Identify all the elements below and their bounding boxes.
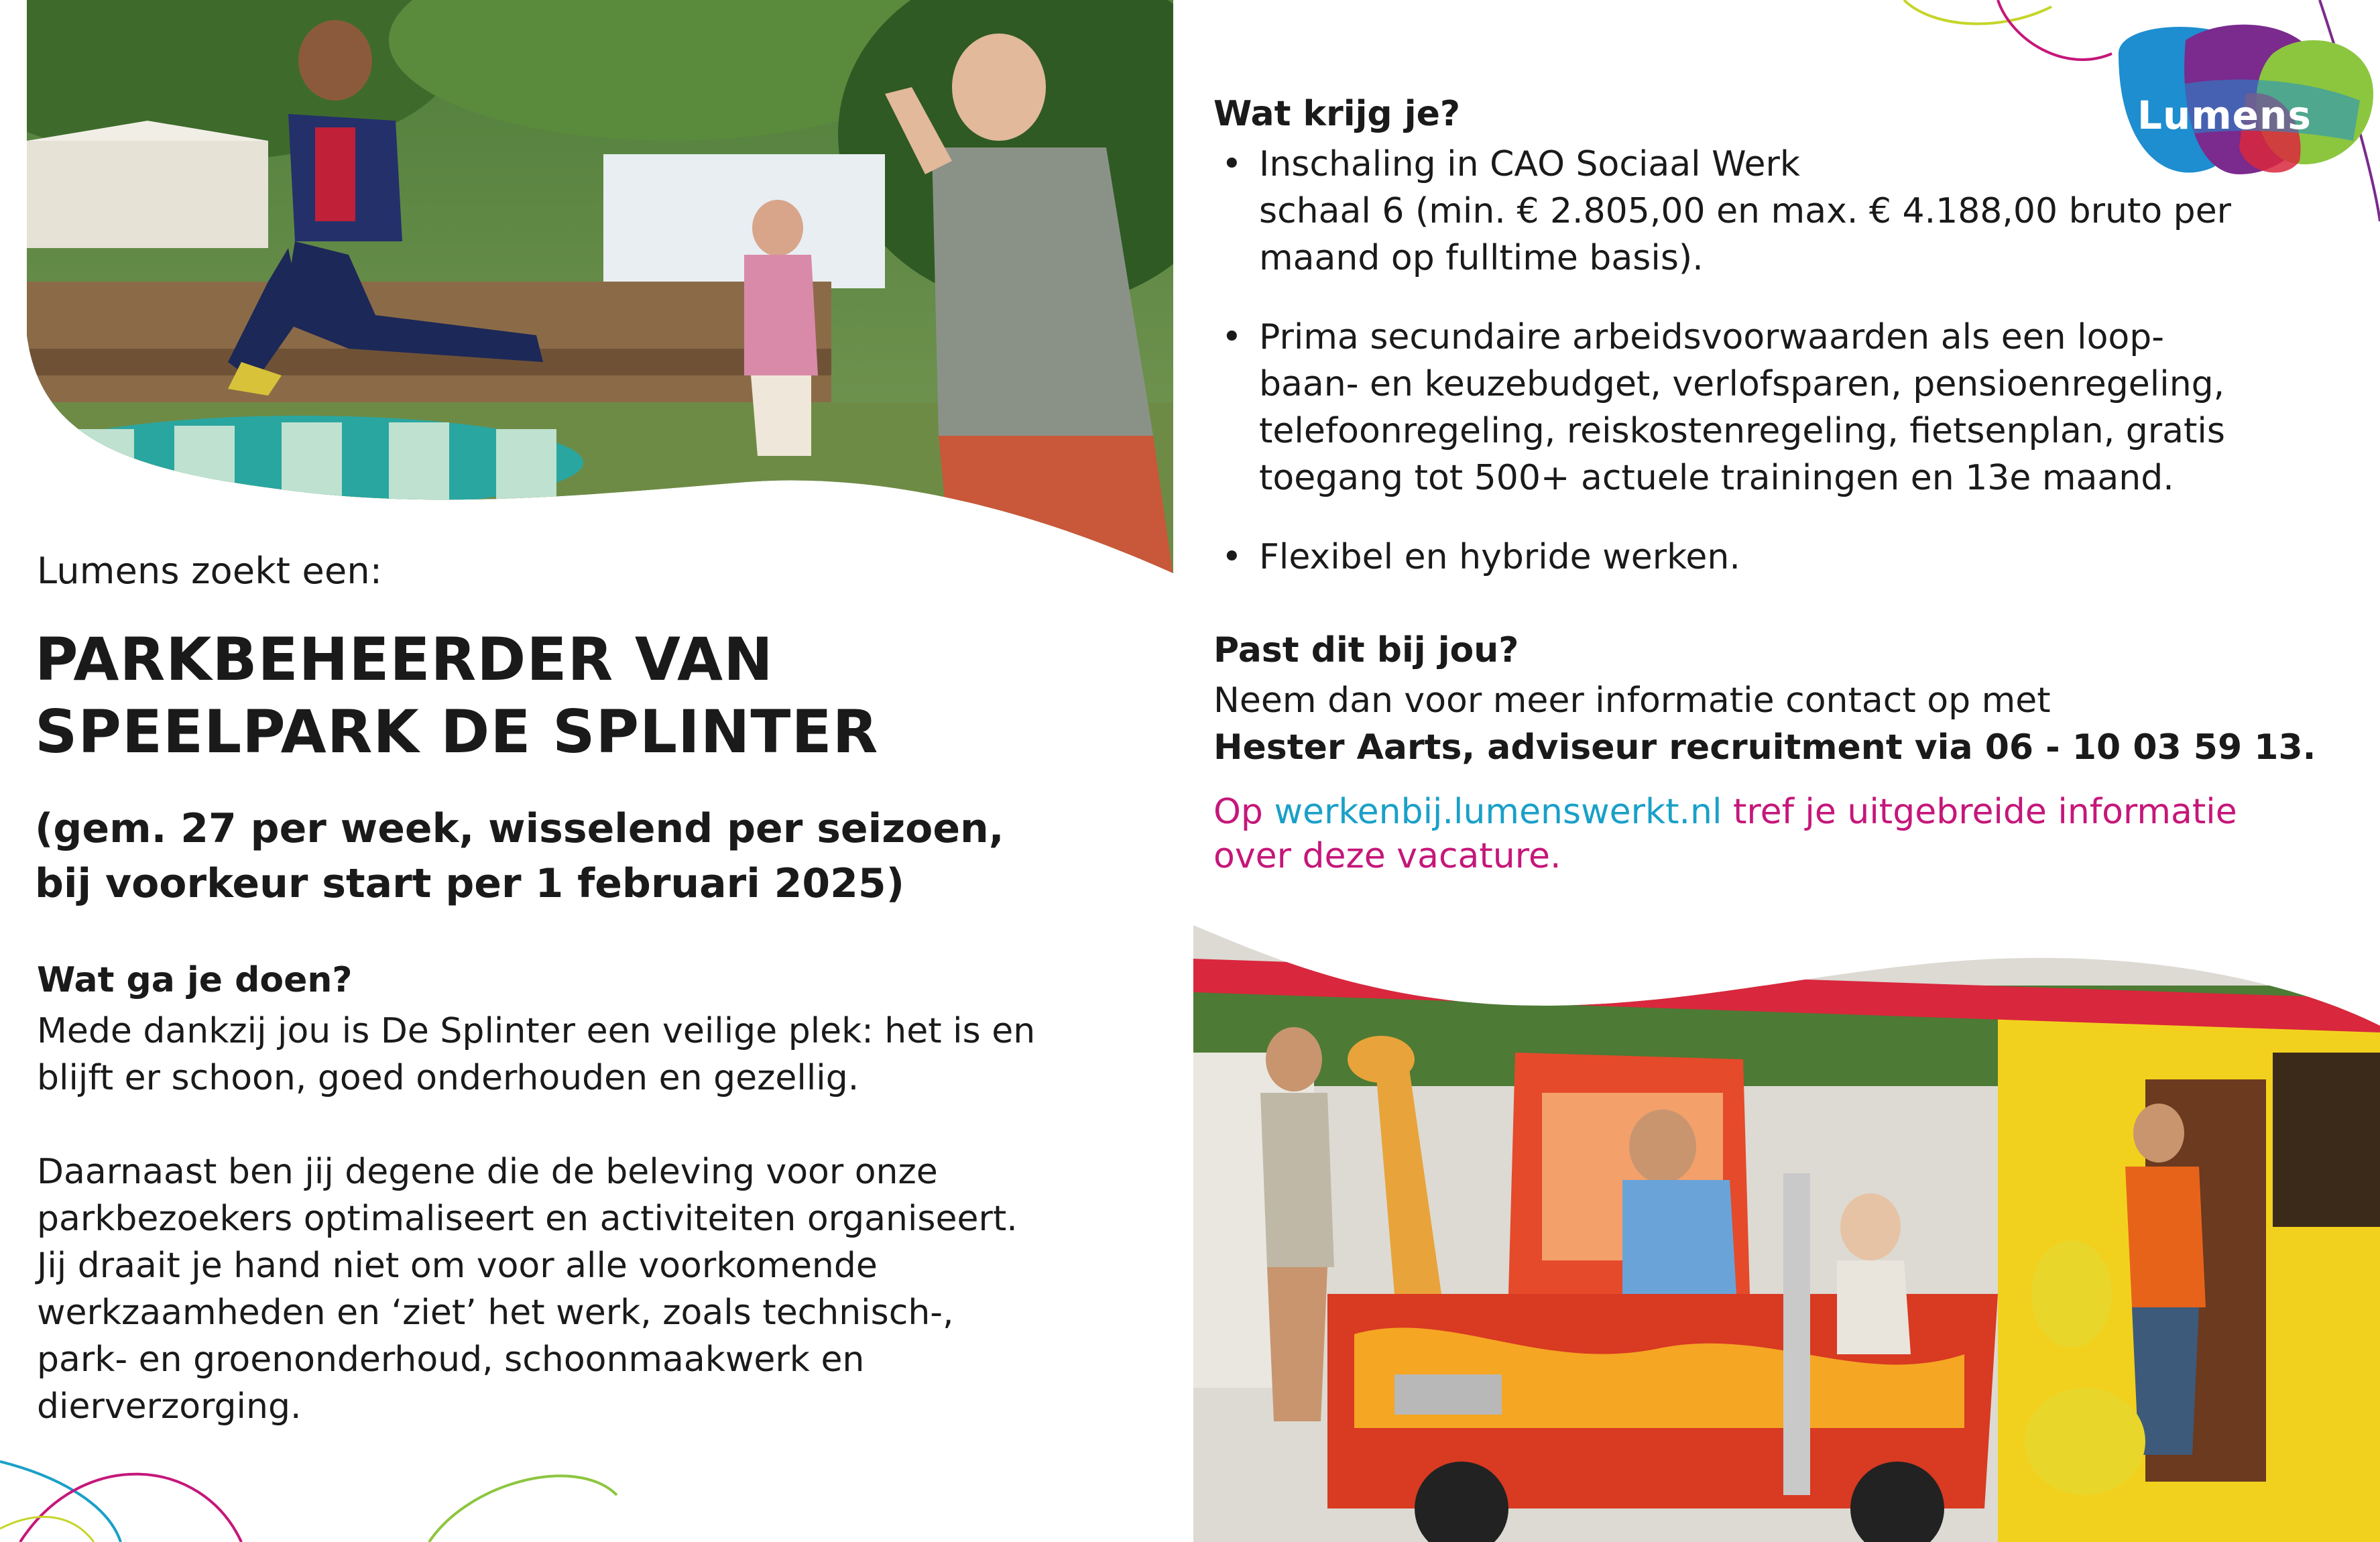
text-line: Daarnaast ben jij degene die de beleving voor onze (37, 1152, 938, 1192)
intro-text: Lumens zoekt een: (37, 550, 383, 592)
bullet-icon: • (1222, 144, 1242, 184)
benefit-salary (1213, 141, 2353, 282)
logo-wordmark: Lumens (2137, 93, 2312, 138)
text-line: Neem dan voor meer informatie contact op met (1213, 680, 2051, 721)
section-heading-wat-krijg-je: Wat krijg je? (1213, 94, 1461, 134)
text-line: Inschaling in CAO Sociaal Werk (1259, 144, 1800, 184)
job-subtitle-line-1: (gem. 27 per week, wisselend per seizoen, (35, 805, 1004, 852)
web-pre-text: Op (1213, 792, 1274, 832)
paragraph-duties-1 (37, 1008, 1163, 1102)
contact-person: Hester Aarts, adviseur recruitment via 06 - 10 03 59 13. (1213, 727, 2316, 768)
text-line: toegang tot 500+ actuele trainingen en 13e maand. (1259, 458, 2174, 498)
benefit-flexible (1213, 534, 2353, 581)
text-line: Flexibel en hybride werken. (1259, 537, 1740, 577)
paragraph-duties-2 (37, 1148, 1163, 1430)
contact-paragraph (1213, 677, 2353, 771)
text-line: werkzaamheden en ‘ziet’ het werk, zoals technisch-, (37, 1293, 954, 1333)
text-line: schaal 6 (min. € 2.805,00 en max. € 4.188,00 bruto per (1259, 191, 2232, 231)
text-line: parkbezoekers optimaliseert en activiteiten organiseert. (37, 1199, 1018, 1239)
website-line-1 (1213, 790, 2353, 834)
benefit-secondary (1213, 314, 2353, 501)
photo-kids-playing (0, 0, 1173, 577)
website-info (1213, 790, 2353, 878)
website-link[interactable]: werkenbij.lumenswerkt.nl (1274, 792, 1722, 832)
bullet-icon: • (1222, 317, 1242, 357)
section-heading-wat-ga-je-doen: Wat ga je doen? (37, 960, 353, 1000)
text-line: dierverzorging. (37, 1386, 302, 1427)
job-subtitle-line-2: bij voorkeur start per 1 februari 2025) (35, 860, 905, 907)
text-line: maand op fulltime basis). (1259, 238, 1704, 278)
photo-kids-ride (1193, 918, 2380, 1542)
text-line: park- en groenonderhoud, schoonmaakwerk en (37, 1340, 865, 1380)
job-title-line-1: PARKBEHEERDER VAN (35, 625, 774, 694)
text-line: telefoonregeling, reiskostenregeling, fietsenplan, gratis (1259, 411, 2225, 451)
text-line: Jij draait je hand niet om voor alle voorkomende (37, 1246, 878, 1286)
website-line-2: over deze vacature. (1213, 836, 1561, 876)
text-line: blijft er schoon, goed onderhouden en gezellig. (37, 1058, 859, 1098)
section-heading-past-dit-bij-jou: Past dit bij jou? (1213, 630, 1519, 670)
benefits-list (1213, 141, 2353, 613)
job-title (35, 624, 1161, 768)
web-post-text: tref je uitgebreide informatie (1722, 792, 2237, 832)
job-title-line-2: SPEELPARK DE SPLINTER (35, 697, 879, 766)
job-subtitle (35, 801, 1161, 911)
text-line: Prima secundaire arbeidsvoorwaarden als een loop- (1259, 317, 2165, 357)
bullet-icon: • (1222, 537, 1242, 577)
text-line: baan- en keuzebudget, verlofsparen, pensioenregeling, (1259, 364, 2225, 404)
text-line: Mede dankzij jou is De Splinter een veilige plek: het is en (37, 1011, 1036, 1051)
